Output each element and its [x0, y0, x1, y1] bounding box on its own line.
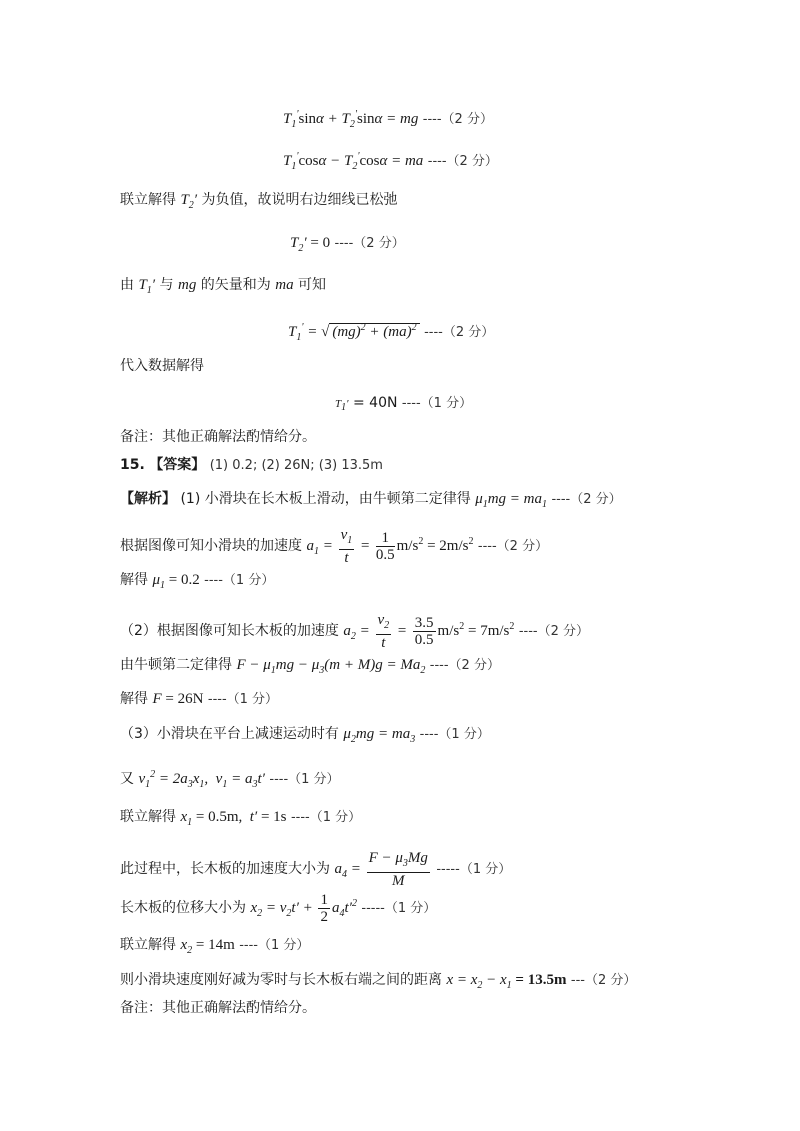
- score-label: ----（2 分）: [518, 623, 589, 639]
- text-line-12: [120, 527, 548, 566]
- answer-label: 【答案】: [149, 457, 206, 473]
- line-text: 则小滑块速度刚好减为零时与长木板右端之间的距离: [120, 972, 442, 988]
- line-text: 联立解得: [120, 192, 176, 208]
- score-label: -----（1 分）: [436, 861, 512, 877]
- score-label: ----（2 分）: [427, 154, 498, 169]
- text-line-23: [120, 970, 636, 996]
- note-text: 备注：其他正确解法酌情给分。: [120, 429, 316, 445]
- inline-symbol: mg: [177, 277, 197, 293]
- question-number: 15.: [120, 457, 145, 473]
- equation-formula: $T_2' = 0$: [290, 235, 331, 254]
- line-text: 代入数据解得: [120, 358, 204, 374]
- inline-symbol: $T_1'$: [138, 277, 156, 296]
- line-text: 由: [120, 277, 134, 293]
- equation-line-6: [288, 318, 494, 348]
- equation-formula: $\mu_1mg = ma_1$: [475, 491, 548, 510]
- inline-symbol: $T_2'$: [180, 192, 198, 211]
- inline-symbol: ma: [275, 277, 294, 293]
- line-text: 与: [159, 277, 174, 293]
- text-line-20: [120, 850, 511, 889]
- score-label: ----（1 分）: [207, 692, 279, 707]
- score-label: ----（1 分）: [419, 727, 490, 742]
- text-line-24: [120, 998, 316, 1018]
- score-label: ----（2 分）: [424, 325, 495, 340]
- score-label: ----（2 分）: [477, 538, 549, 554]
- line-text: 此过程中，长木板的加速度大小为: [120, 860, 330, 877]
- text-line-3: [120, 190, 398, 216]
- equation-line-1: [283, 105, 493, 135]
- line-text: (1) 小滑块在长木板上滑动，由牛顿第二定律得: [180, 491, 471, 507]
- equation-formula: $T_1'\sin\alpha + T_2'\sin\alpha$ = mg: [283, 109, 419, 130]
- equation-line-8: [335, 393, 472, 418]
- text-line-16: [120, 689, 278, 710]
- score-label: ----（1 分）: [239, 938, 310, 953]
- line-text: 根据图像可知小滑块的加速度: [120, 537, 302, 554]
- equation-formula: $\mu_1 = 0.2$: [152, 572, 200, 591]
- equation-formula: $x_1 = 0.5m$, t′ = 1s: [180, 809, 287, 828]
- equation-formula: $a_2$ = $\frac{v_2}{t}$ = $\frac{3.5}{0.5}$ $m/s^2 = 7m/s^2$: [343, 612, 515, 651]
- text-line-7: [120, 356, 204, 376]
- equation-formula: $a_1$ = $\frac{v_1}{t}$ = $\frac{1}{0.5}$ $m/s^2 = 2m/s^2$: [306, 527, 474, 566]
- score-label: ----（1 分）: [204, 573, 275, 588]
- text-line-19: [120, 807, 361, 833]
- analysis-label: 【解析】: [120, 491, 176, 507]
- score-label: -----（1 分）: [361, 900, 437, 916]
- score-label: ----（1 分）: [290, 810, 362, 825]
- line-text: 为负值，故说明右边细线已松弛: [201, 192, 398, 208]
- score-label: ----（2 分）: [422, 112, 493, 127]
- equation-line-2: [283, 147, 498, 177]
- text-line-18: [120, 765, 340, 795]
- equation-formula: F = 26N: [152, 691, 204, 707]
- equation-formula: $a_4$ = $\frac{F - \mu_3Mg}{M}$: [334, 850, 428, 889]
- line-text: 可知: [298, 277, 327, 293]
- equation-formula: $x_2 = v_2t'$ + $\frac{1}{2}$ $a_4t'^2$: [250, 892, 357, 925]
- score-label: ----（1 分）: [401, 396, 473, 411]
- line-text: （3）小滑块在平台上减速运动时有: [120, 726, 339, 742]
- line-text: 联立解得: [120, 937, 176, 953]
- score-label: ---（2 分）: [570, 973, 637, 988]
- note-text: 备注：其他正确解法酌情给分。: [120, 1000, 316, 1016]
- line-text: 由牛顿第二定律得: [120, 657, 232, 673]
- equation-formula: $v_1^2 = 2a_3x_1$, $v_1 = a_3t'$: [138, 769, 265, 790]
- text-line-14: [120, 612, 589, 651]
- equation-line-4: [290, 233, 405, 259]
- text-line-11: [120, 489, 622, 515]
- equation-formula: $x = x_2 - x_1 = 13.5m$: [446, 972, 567, 991]
- answer-line: [120, 455, 383, 476]
- text-line-17: [120, 724, 490, 750]
- equation-formula: $T_1'\cos\alpha - T_2'\cos\alpha$ = ma: [283, 151, 424, 172]
- text-line-5: [120, 275, 326, 301]
- score-label: ----（2 分）: [334, 236, 405, 251]
- score-label: ----（1 分）: [269, 772, 340, 787]
- line-text: 联立解得: [120, 809, 176, 825]
- answer-values: (1) 0.2; (2) 26N; (3) 13.5m: [209, 458, 383, 473]
- text-line-13: [120, 570, 274, 596]
- text-line-9: [120, 427, 316, 447]
- score-label: ----（2 分）: [429, 658, 500, 673]
- result-value: = 40N: [352, 395, 398, 411]
- equation-formula: $F - \mu_1mg - \mu_3(m + M)g = Ma_2$: [236, 657, 426, 676]
- text-line-21: [120, 892, 436, 925]
- score-label: ----（2 分）: [551, 492, 622, 507]
- inline-symbol: $T_1'$: [335, 398, 349, 414]
- line-text: 解得: [120, 572, 148, 588]
- text-line-15: [120, 655, 500, 681]
- line-text: （2）根据图像可知长木板的加速度: [120, 622, 339, 639]
- line-text: 又: [120, 771, 134, 787]
- equation-formula: $\mu_2mg = ma_3$: [343, 726, 416, 745]
- line-text: 解得: [120, 691, 148, 707]
- equation-formula: $T_1'$ = √ (mg)$^2$ + (ma)$^2$: [288, 324, 420, 340]
- text-line-22: [120, 935, 309, 961]
- line-text: 长木板的位移大小为: [120, 899, 246, 916]
- equation-formula: $x_2 = 14m$: [180, 937, 235, 956]
- line-text: 的矢量和为: [200, 277, 271, 293]
